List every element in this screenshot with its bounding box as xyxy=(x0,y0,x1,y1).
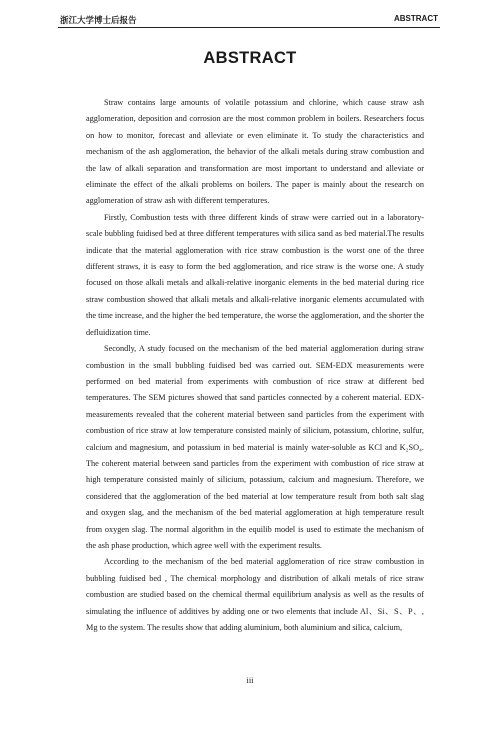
abstract-body xyxy=(86,95,424,636)
page-title: ABSTRACT xyxy=(203,49,297,67)
running-header xyxy=(58,10,440,28)
header-institution: 浙江大学博士后报告 xyxy=(60,15,137,25)
abstract-paragraph-4: According to the mechanism of the bed material agglomeration of rice straw combustion in bubbling fuidised bed , The chemical morphology and distribution of alkali metals of rice straw combustion are studied based on the chemical thermal equilibrium analysis as well as the results of simulating the influence of additives by adding one or two elements that include Al、Si、S、P、, Mg to the system. The results show that adding aluminium, both aluminium and silica, calcium, xyxy=(86,557,424,632)
page-number: iii xyxy=(246,675,254,685)
header-section: ABSTRACT xyxy=(394,14,438,23)
abstract-paragraph-1: Straw contains large amounts of volatile potassium and chlorine, which cause straw ash agglomeration, deposition and corrosion are the most common problem in boilers. Researchers focus on how to monitor, forecast and alleviate or even eliminate it. To study the characteristics and mechanism of the ash agglomeration, the behavior of the alkali metals during straw combustion and the law of alkali separation and transformation are most important to understand and alleviate or eliminate the effect of the alkali problems on boilers. The paper is mainly about the research on agglomeration of straw ash with different temperatures. xyxy=(86,98,424,206)
abstract-paragraph-2: Firstly, Combustion tests with three different kinds of straw were carried out in a laboratory-scale bubbling fuidised bed at three different temperatures with silica sand as bed material.The results indicate that the material agglomeration with rice straw combustion is the worst one of the three different straws, it is easy to form the bed agglomeration, and rice straw is the worse one. A study focused on those alkali metals and alkali-relative inorganic elements in the bed material during rice straw combustion showed that alkali metals and alkali-relative inorganic elements accumulated with the time increase, and the higher the bed temperature, the worse the agglomeration, and the shorter the defluidization time. xyxy=(86,212,424,337)
abstract-paragraph-3: Secondly, A study focused on the mechanism of the bed material agglomeration during straw combustion in the small bubbling fuidised bed was carried out. SEM-EDX measurements were performed on bed material from experiments with combustion of rice straw at different bed temperatures. The SEM pictures showed that sand particles connected by a coherent material. EDX-measurements revealed that the coherent material between sand particles from the experiment with combustion of rice straw at low temperature consisted mainly of silicium, potassium, chlorine, sulfur, calcium and magnesium, and potassium in bed material is mainly water-soluble as KCl and K₂SO₄. The coherent material between sand particles from the experiment with combustion of rice straw at high temperature consisted mainly of silicium, potassium, calcium and magnesium. Therefore, we considered that the agglomeration of the bed material at low temperature result from both salt slag and oxygen slag, and the mechanism of the bed material agglomeration at high temperature result from oxygen slag. The normal algorithm in the equilib model is used to estimate the mechanism of the ash phase production, which agree well with the experiment results. xyxy=(86,344,424,550)
